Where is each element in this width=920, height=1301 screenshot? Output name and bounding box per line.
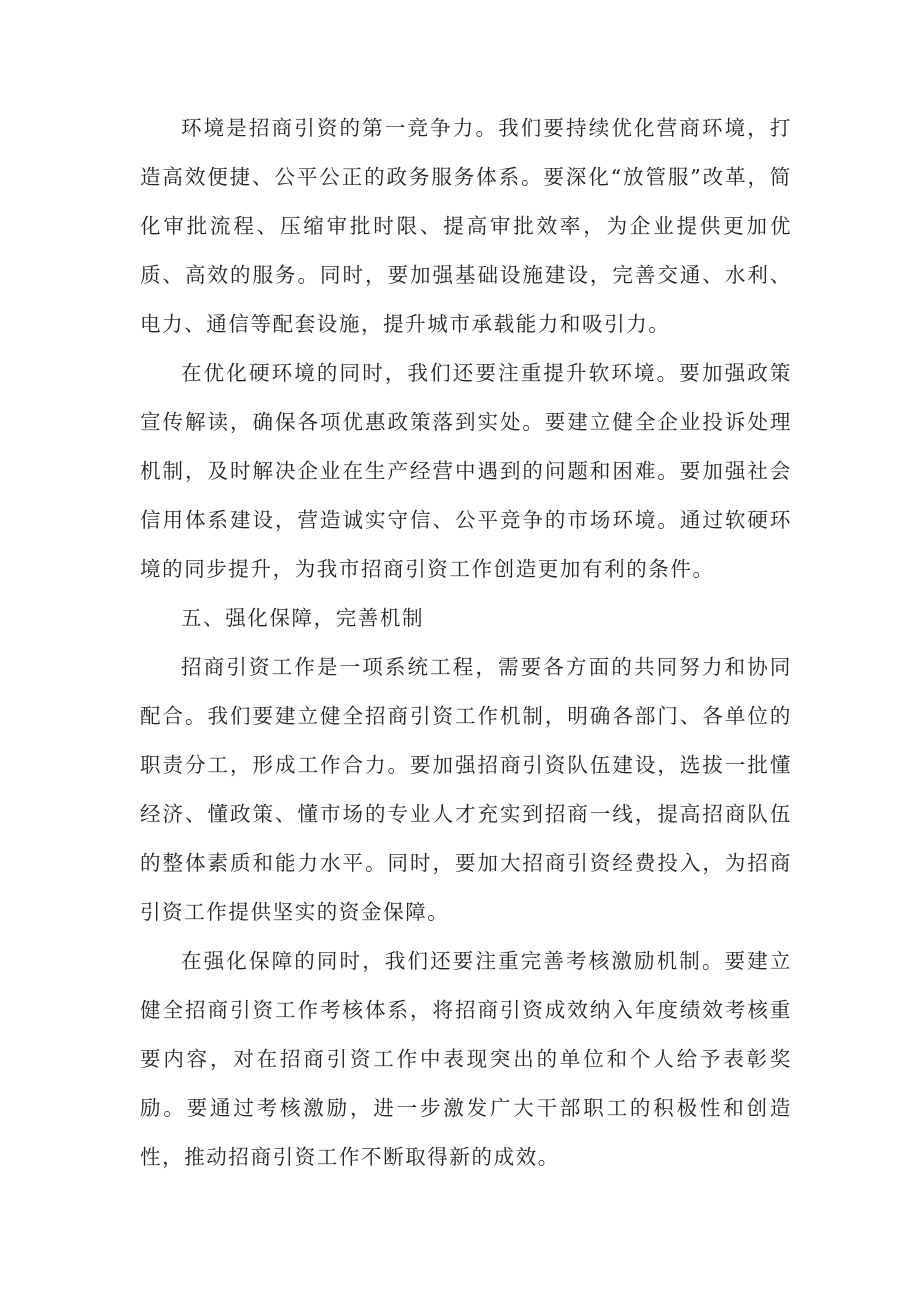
paragraph-soft-environment: 在优化硬环境的同时，我们还要注重提升软环境。要加强政策宣传解读，确保各项优惠政策落到实处。要建立健全企业投诉处理机制，及时解决企业在生产经营中遇到的问题和困难。要加强社会信用体系建设，营造诚实守信、公平竞争的市场环境。通过软硬环境的同步提升，为我市招商引资工作创造更加有利的条件。 [140,361,792,581]
document-body [140,104,792,1182]
paragraph-assessment-incentive: 在强化保障的同时，我们还要注重完善考核激励机制。要建立健全招商引资工作考核体系，将招商引资成效纳入年度绩效考核重要内容，对在招商引资工作中表现突出的单位和个人给予表彰奖励。要通过考核激励，进一步激发广大干部职工的积极性和创造性，推动招商引资工作不断取得新的成效。 [140,949,792,1169]
paragraph-working-mechanism: 招商引资工作是一项系统工程，需要各方面的共同努力和协同配合。我们要建立健全招商引资工作机制，明确各部门、各单位的职责分工，形成工作合力。要加强招商引资队伍建设，选拔一批懂经济、懂政策、懂市场的专业人才充实到招商一线，提高招商队伍的整体素质和能力水平。同时，要加大招商引资经费投入，为招商引资工作提供坚实的资金保障。 [140,655,792,924]
section-heading-five: 五、强化保障，完善机制 [181,606,425,630]
paragraph-business-environment: 环境是招商引资的第一竞争力。我们要持续优化营商环境，打造高效便捷、公平公正的政务服务体系。要深化“放管服”改革，简化审批流程、压缩审批时限、提高审批效率，为企业提供更加优质、高效的服务。同时，要加强基础设施建设，完善交通、水利、电力、通信等配套设施，提升城市承载能力和吸引力。 [140,116,792,336]
